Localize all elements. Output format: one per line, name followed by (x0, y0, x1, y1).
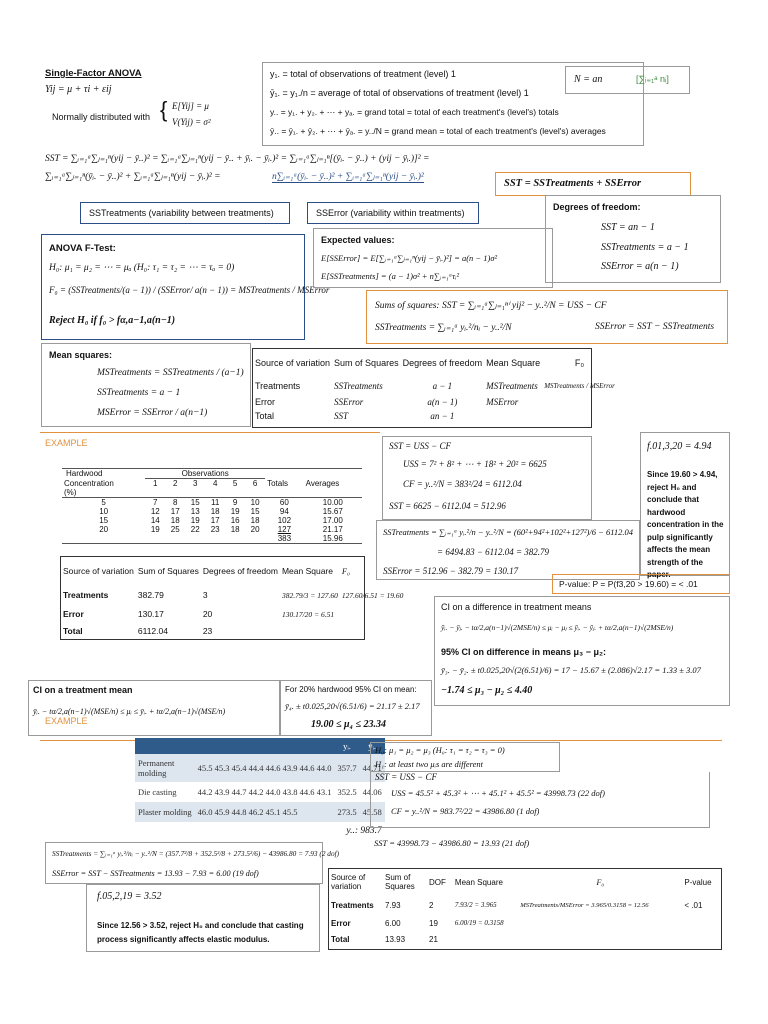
ex2-conclusion: Since 12.56 > 3.52, reject H₀ and conclude that casting process significantly affects elastic modulus. (97, 921, 304, 944)
table-header: 5 (232, 479, 238, 488)
table-cell: 382.79 (137, 590, 164, 600)
ftest-box (41, 234, 330, 340)
sums-of-squares-error: SSError = SST − SSTreatments (595, 322, 715, 332)
ci-20pct-result: 19.00 ≤ μ₄ ≤ 23.34 (311, 719, 387, 730)
table-cell: 19 (429, 918, 438, 928)
ftest-statistic: F₀ = (SSTreatments/(a − 1)) / (SSError/ a(n − 1)) = MSTreatments / MSError (49, 285, 330, 295)
ss-treatments-dof: SSTreatments = a − 1 (97, 388, 181, 398)
table-cell: 11 (211, 498, 220, 507)
table-cell: 44.06 (362, 787, 382, 797)
def-grand-total: y.. = y₁. + y₂. + ⋯ + yₐ. = grand total = total of each treatment's (level's) totals (270, 107, 559, 117)
dof-box (545, 195, 721, 283)
table-header: 4 (212, 479, 218, 488)
table-cell: Treatments (63, 590, 109, 600)
table-cell: 6.00 (385, 918, 401, 928)
table-cell: Die casting (138, 787, 177, 797)
ci-mean-box (28, 680, 280, 736)
table-cell (542, 409, 617, 423)
n-formula-box (565, 66, 690, 94)
table-cell: Error (255, 397, 275, 407)
ex2-sst-formula: SST = USS − CF (375, 772, 437, 782)
table-cell: Error (63, 609, 84, 619)
table-cell: MSTreatments (486, 381, 538, 391)
table-cell (280, 623, 340, 639)
table-cell: Total (63, 626, 83, 636)
table-row (62, 516, 362, 525)
table-header: Degrees of freedom (202, 566, 278, 576)
table-cell: Permanent molding (138, 758, 175, 778)
ex2-cf: CF = y..²/N = 983.7²/22 = 43986.80 (1 dof) (391, 806, 540, 816)
table-cell: 7.93/2 = 3.965 (454, 901, 497, 909)
table-cell: 127 (277, 525, 292, 534)
table-row (253, 395, 617, 409)
table-row (253, 377, 617, 395)
example-label: EXAMPLE (45, 438, 88, 448)
table-cell: 10.00 (322, 498, 343, 507)
example1-anova-table (60, 556, 404, 640)
ftest-reject-rule: Reject H₀ if f₀ > fα,a−1,a(n−1) (49, 315, 176, 326)
table-row (62, 469, 362, 479)
sst-identity-box (495, 172, 691, 196)
table-cell: a(n − 1) (427, 397, 458, 407)
ci-difference-result: −1.74 ≤ μ₃ − μ₂ ≤ 4.40 (441, 685, 533, 696)
table-cell: 130.17/20 = 6.51 (281, 609, 335, 619)
ex2-null-hypothesis: H₀: μ₁ = μ₂ = μ₃ (H₀: τ₁ = τ₂ = τ₃ = 0) (375, 745, 505, 755)
table-cell (518, 931, 682, 947)
example2-sst-box (370, 772, 710, 828)
table-cell: 23 (202, 626, 213, 636)
table-header: Sum of Squares (137, 566, 199, 576)
ex1-cf: CF = y..²/N = 383²/24 = 6112.04 (403, 479, 522, 489)
table-cell: 20 (250, 525, 260, 534)
table-cell: 6112.04 (137, 626, 168, 636)
table-header: Averages (305, 478, 340, 488)
ex1-uss: USS = 7² + 8² + ⋯ + 18² + 20² = 6625 (403, 459, 547, 469)
table-row (253, 409, 617, 423)
table-header: F₀ (341, 566, 351, 576)
table-cell: MSTreatments/MSError = 3.965/0.3158 = 12.56 (520, 901, 649, 909)
example2-sstreatments-box (45, 842, 340, 884)
anova-header: Mean Square (486, 358, 541, 368)
expected-sserror: E[SSError] = E[∑ᵢ₌₁ᵃ∑ⱼ₌₁ⁿ(yij − ȳᵢ.)²] = a(n − 1)σ² (321, 253, 498, 263)
ex1-conclusion: Since 19.60 > 4.94, reject H₀ and conclude that hardwood concentration in the pulp significantly affects the mean strength of the paper. (647, 470, 724, 579)
anova-header: Degrees of freedom (402, 358, 483, 368)
anova-table (252, 348, 615, 428)
ex2-alt-hypothesis: H₁: at least two μᵢs are different (375, 759, 484, 769)
normal-expectation: E[Yij] = μ (172, 101, 209, 111)
ex2-uss: USS = 45.5² + 45.3² + ⋯ + 45.1² + 45.5² = 43998.73 (22 dof) (391, 788, 605, 798)
normal-variance: V(Yij) = σ² (172, 117, 211, 127)
table-cell: 12 (150, 507, 160, 516)
table-cell: < .01 (684, 900, 703, 910)
table-row (62, 507, 362, 516)
table-row (135, 802, 385, 822)
table-cell: 15 (250, 507, 260, 516)
mean-squares-box (41, 343, 251, 427)
sst-derivation-line2: ∑ᵢ₌₁ᵃ∑ⱼ₌₁ⁿ(ȳᵢ. − ȳ..)² + ∑ᵢ₌₁ᵃ∑ⱼ₌₁ⁿ(yij − ȳᵢ.)² = (45, 172, 221, 182)
table-header: P-value (684, 877, 712, 887)
ftest-title: ANOVA F-Test: (49, 243, 116, 254)
example1-pvalue-box (552, 574, 730, 594)
table-cell: 44.2 43.9 44.7 44.2 44.0 43.8 44.6 43.1 (197, 787, 332, 797)
table-cell: 15.67 (322, 507, 343, 516)
table-cell (453, 931, 518, 947)
treatments-variability-label: SSTreatments (variability between treatments) (89, 208, 274, 218)
casting-table (135, 738, 382, 840)
table-cell: 5 (101, 498, 106, 507)
ex1-sst: SST = 6625 − 6112.04 = 512.96 (389, 501, 506, 511)
table-cell: 382.79/3 = 127.60 (281, 590, 338, 600)
table-cell: 18 (170, 516, 180, 525)
ci-difference-formula: ȳᵢ. − ȳⱼ. − tα/2,a(n−1)√(2MSE/n) ≤ μᵢ − μⱼ ≤ ȳᵢ. − ȳⱼ. + tα/2,a(n−1)√(2MSE/n) (441, 623, 674, 632)
error-variability-box (307, 202, 479, 224)
table-header: Mean Square (454, 877, 503, 887)
ex1-sstreatments: SSTreatments = ∑ᵢ₌₁ᵃ yᵢ.²/n − y..²/N = (60²+94²+102²+127²)/6 − 6112.04 (383, 527, 633, 537)
table-row (62, 498, 362, 508)
table-cell: 46.0 45.9 44.8 46.2 45.1 45.5 (197, 807, 298, 817)
sst-decomposition: n∑ᵢ₌₁ᵃ(ȳᵢ. − ȳ..)² + ∑ᵢ₌₁ᵃ∑ⱼ₌₁ⁿ(yij − ȳᵢ.)² (272, 172, 424, 182)
expected-values-box (313, 228, 553, 288)
table-cell: 3 (202, 590, 208, 600)
table-cell: MSError (486, 397, 519, 407)
table-header: 3 (192, 479, 198, 488)
table-row (62, 525, 362, 534)
table-cell (518, 915, 682, 931)
table-cell: 20 (202, 609, 213, 619)
table-row (61, 623, 405, 639)
table-cell: 18 (250, 516, 260, 525)
ex1-pvalue: P-value: P = P(f3,20 > 19.60) = < .01 (559, 579, 698, 589)
table-header: Observations (145, 469, 265, 479)
ms-treatments: MSTreatments = SSTreatments / (a−1) (97, 368, 244, 378)
table-cell: 15 (190, 498, 200, 507)
ex2-sstreatments: SSTreatments = ∑ᵢ₌₁ᵃ yᵢ.²/nᵢ − y..²/N = (357.7²/8 + 352.5²/8 + 273.5²/6) − 43986.80 = 7.93 (2 dof) (52, 849, 340, 858)
example2-hypotheses-box (370, 742, 560, 772)
table-cell: 273.5 (337, 807, 357, 817)
table-header: yᵢ. (343, 741, 351, 751)
table-cell: 8 (173, 498, 178, 507)
table-cell: 23 (210, 525, 220, 534)
table-header (195, 738, 335, 754)
table-header: (%) (64, 488, 77, 497)
ex2-critical-value: f.05,2,19 = 3.52 (97, 891, 162, 902)
ci-difference-title: CI on a difference in treatment means (441, 602, 592, 612)
table-cell: Total (331, 934, 350, 944)
anova-header: F₀ (574, 358, 585, 368)
ci-20pct-title: For 20% hardwood 95% CI on mean: (285, 685, 417, 694)
table-cell: 13.93 (385, 934, 406, 944)
def-treatment-average: ȳ₁. = y₁./n = average of total of observations of treatment (level) 1 (270, 88, 529, 98)
n-formula: N = an (574, 74, 603, 85)
table-header: Totals (267, 478, 288, 488)
hardwood-table (62, 468, 362, 544)
table-row (329, 895, 721, 915)
table-cell: SSTreatments (334, 381, 383, 391)
table-cell: SST (334, 411, 349, 421)
table-cell: 14 (150, 516, 160, 525)
table-row (135, 782, 385, 802)
table-cell (682, 931, 721, 947)
table-cell: 13 (190, 507, 200, 516)
table-cell: 20 (99, 525, 109, 534)
table-cell: 6.00/19 = 0.3158 (454, 919, 504, 927)
example1-sst-box (382, 436, 592, 520)
table-header: ȳᵢ. (368, 741, 377, 751)
table-cell: 19 (230, 507, 240, 516)
anova-header: Sum of Squares (334, 358, 399, 368)
example1-sstreatments-box (376, 520, 640, 580)
ex1-sserror: SSError = 512.96 − 382.79 = 130.17 (383, 566, 519, 576)
dof-treatments: SSTreatments = a − 1 (601, 242, 689, 253)
table-cell: 357.7 (337, 763, 357, 773)
ci-difference-box (434, 596, 730, 706)
table-cell: 16 (230, 516, 240, 525)
table-cell: 21.17 (322, 525, 343, 534)
expected-values-title: Expected values: (321, 235, 395, 245)
ci-difference-calc: ȳ₃. − ȳ₂. ± t0.025,20√(2(6.51)/6) = 17 − 15.67 ± (2.086)√2.17 = 1.33 ± 3.07 (441, 665, 701, 675)
ci-difference-subtitle: 95% CI on difference in means μ₃ − μ₂: (441, 647, 606, 657)
def-treatment-total: y₁. = total of observations of treatment (level) 1 (270, 69, 456, 79)
sst-identity: SST = SSTreatments + SSError (504, 178, 642, 189)
section-title: Single-Factor ANOVA (45, 68, 142, 79)
table-cell: 352.5 (337, 787, 357, 797)
example1-conclusion-box (640, 432, 730, 579)
table-row (135, 754, 385, 782)
table-cell: 17 (210, 516, 220, 525)
table-cell: 21 (429, 934, 438, 944)
table-header: Mean Square (281, 566, 333, 576)
table-row (61, 585, 405, 605)
table-cell: 17 (170, 507, 180, 516)
example-label: EXAMPLE (45, 716, 88, 726)
table-cell: 7 (153, 498, 158, 507)
table-header: Source of variation (331, 873, 366, 891)
table-cell: 10 (250, 498, 260, 507)
table-cell: a − 1 (432, 381, 453, 391)
table-row (135, 822, 385, 840)
table-header: Hardwood (66, 469, 103, 479)
ex1-critical-value: f.01,3,20 = 4.94 (647, 441, 712, 452)
ci-20pct-calc: ȳ₄. ± t0.025,20√(6.51/6) = 21.17 ± 2.17 (285, 701, 420, 711)
mean-squares-title: Mean squares: (49, 350, 113, 360)
table-cell: SSError (334, 397, 364, 407)
table-cell: 18 (210, 507, 220, 516)
ex2-sst: SST = 43998.73 − 43986.80 = 13.93 (21 dof) (374, 838, 530, 848)
ci-mean-title: CI on a treatment mean (33, 685, 133, 695)
sst-derivation-line1: SST = ∑ᵢ₌₁ᵃ∑ⱼ₌₁ⁿ(yij − ȳ..)² = ∑ᵢ₌₁ᵃ∑ⱼ₌₁ⁿ(yij − ȳ.. + ȳᵢ. − ȳᵢ.)² = ∑ᵢ₌₁ᵃ∑ⱼ₌₁ⁿ[(ȳᵢ. − ȳ..) + (yij − ȳᵢ.)]² = (45, 154, 430, 164)
ci-mean-formula: ȳᵢ. − tα/2,a(n−1)√(MSE/n) ≤ μᵢ ≤ ȳᵢ. + tα/2,a(n−1)√(MSE/n) (33, 707, 226, 716)
table-cell: 45.58 (362, 807, 382, 817)
table-cell: 25 (170, 525, 180, 534)
table-row (329, 931, 721, 947)
table-header: 6 (252, 479, 258, 488)
table-header: Sum of Squares (385, 873, 415, 891)
grand-total: 383 (277, 534, 292, 543)
table-header: 1 (153, 479, 158, 488)
table-row (61, 605, 405, 623)
dof-title: Degrees of freedom: (553, 202, 641, 212)
table-row (62, 479, 362, 489)
table-cell: Error (331, 918, 351, 928)
table-cell: 22 (190, 525, 200, 534)
table-row (329, 915, 721, 931)
ex2-sserror: SSError = SST − SSTreatments = 13.93 − 7.93 = 6.00 (19 dof) (52, 869, 259, 878)
table-cell: 18 (230, 525, 240, 534)
expected-sstreatments: E[SSTreatments] = (a − 1)σ² + n∑ᵢ₌₁ᵃτᵢ² (321, 271, 460, 281)
table-cell (542, 395, 617, 409)
table-cell: 7.93 (385, 900, 401, 910)
ms-error: MSError = SSError / a(n−1) (97, 408, 208, 418)
table-cell (340, 605, 406, 623)
grand-total: y..: 983.7 (346, 826, 382, 836)
table-cell: 19 (190, 516, 200, 525)
table-cell: 45.5 45.3 45.4 44.4 44.6 43.9 44.6 44.0 (197, 763, 332, 773)
table-cell: 60 (279, 498, 289, 507)
example2-conclusion-box (86, 884, 320, 952)
n-formula-alt: [∑ᵢ₌₁ᵃ nᵢ] (636, 74, 669, 84)
ci-20pct-box (280, 680, 432, 736)
table-cell: 44.71 (362, 763, 382, 773)
table-cell: an − 1 (430, 411, 455, 421)
table-cell: Treatments (331, 900, 374, 910)
table-cell: 94 (279, 507, 289, 516)
brace-icon: { (160, 97, 168, 122)
grand-average: 15.96 (322, 534, 343, 543)
treatments-variability-box (80, 202, 290, 224)
sums-of-squares-treatments: SSTreatments = ∑ᵢ₌₁ᵃ yᵢ.²/nᵢ − y..²/N (375, 323, 512, 333)
table-cell: 10 (99, 507, 109, 516)
sums-of-squares-total: Sums of squares: SST = ∑ᵢ₌₁ᵃ∑ⱼ₌₁ⁿⁱ yij² − y..²/N = USS − CF (375, 301, 607, 311)
table-cell: Treatments (255, 381, 301, 391)
table-cell: 102 (277, 516, 292, 525)
normal-label: Normally distributed with (52, 112, 151, 122)
table-cell: 130.17 (137, 609, 164, 619)
table-cell (340, 623, 406, 639)
error-variability-label: SSError (variability within treatments) (316, 208, 465, 218)
table-cell: 9 (232, 498, 238, 507)
ex1-sst-formula: SST = USS − CF (389, 441, 451, 451)
table-cell: 17.00 (322, 516, 343, 525)
sums-of-squares-box (366, 290, 728, 344)
table-cell: 15 (99, 516, 109, 525)
ex1-sstreatments-result: = 6494.83 − 6112.04 = 382.79 (437, 547, 550, 557)
table-cell: 19 (150, 525, 160, 534)
example2-anova-table (328, 868, 722, 950)
dof-total: SST = an − 1 (601, 222, 655, 233)
table-row (62, 534, 362, 544)
table-header: 2 (173, 479, 178, 488)
table-cell: 127.60/6.51 = 19.60 (341, 590, 404, 600)
def-grand-mean: ȳ.. = ȳ₁. + ȳ₂. + ⋯ + ȳₐ. = y../N = grand mean = total of each treatment's (level's) averages (270, 126, 606, 136)
table-header: DOF (429, 877, 446, 887)
table-cell: Total (255, 411, 275, 421)
table-cell: Plaster molding (138, 807, 192, 817)
table-header: Concentration (64, 478, 114, 488)
table-header: Source of variation (63, 566, 134, 576)
divider (40, 432, 380, 433)
table-header: F₀ (596, 877, 605, 887)
ftest-null-hypothesis: H₀: μ₁ = μ₂ = ⋯ = μₐ (H₀: τ₁ = τ₂ = ⋯ = τₐ = 0) (49, 263, 235, 273)
table-cell (484, 409, 542, 423)
dof-error: SSError = a(n − 1) (601, 261, 679, 272)
table-cell (682, 915, 721, 931)
table-cell: 2 (429, 900, 434, 910)
table-cell: MSTreatments / MSError (544, 382, 615, 390)
model-equation: Yij = μ + τi + εij (45, 84, 112, 95)
anova-header: Source of variation (255, 358, 331, 368)
